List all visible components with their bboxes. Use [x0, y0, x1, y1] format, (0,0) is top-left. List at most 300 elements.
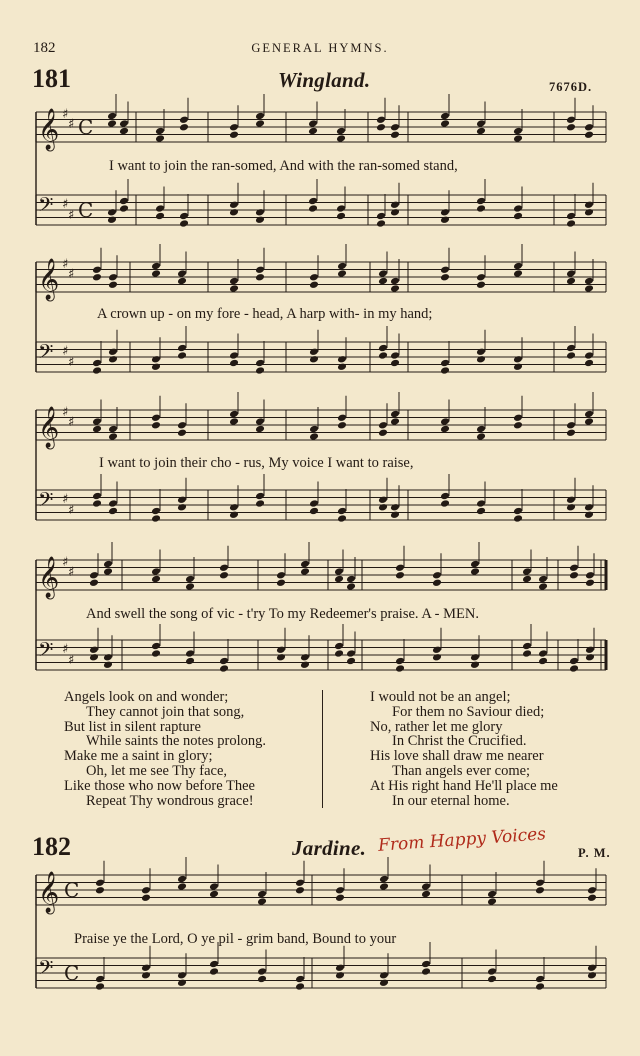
note-head: [107, 208, 117, 217]
handwritten-annotation: From Happy Voices: [377, 824, 547, 856]
note-head: [92, 417, 102, 426]
note-head: [346, 582, 356, 591]
note-head: [337, 269, 347, 278]
verse-right-line: For them no Saviour died;: [392, 703, 545, 720]
note-head: [376, 212, 386, 221]
note-head: [300, 560, 310, 569]
note-head: [229, 503, 239, 512]
note-head: [95, 878, 105, 887]
note-head: [229, 277, 239, 286]
note-head: [295, 886, 305, 895]
note-head: [440, 119, 450, 128]
note-head: [476, 499, 486, 508]
note-head: [584, 351, 594, 360]
note-head: [566, 351, 576, 360]
sharp-icon: ♯: [68, 503, 75, 518]
note-head: [584, 277, 594, 286]
note-head: [177, 344, 187, 353]
note-head: [390, 351, 400, 360]
note-head: [378, 344, 388, 353]
note-head: [151, 507, 161, 516]
note-head: [92, 273, 102, 282]
note-head: [309, 425, 319, 434]
note-head: [219, 664, 229, 673]
note-head: [513, 204, 523, 213]
note-head: [336, 212, 346, 221]
note-head: [179, 115, 189, 124]
note-head: [421, 882, 431, 891]
sharp-icon: ♯: [68, 415, 75, 430]
note-head: [584, 130, 594, 139]
note-head: [440, 359, 450, 368]
note-head: [119, 119, 129, 128]
note-head: [585, 571, 595, 580]
note-head: [89, 645, 99, 654]
note-head: [103, 660, 113, 669]
note-head: [255, 119, 265, 128]
note-head: [522, 575, 532, 584]
note-head: [379, 875, 389, 884]
note-head: [179, 123, 189, 132]
verse-left-line: Angels look on and wonder;: [64, 689, 229, 705]
note-head: [155, 127, 165, 136]
verse-right: [370, 690, 558, 808]
note-head: [587, 893, 597, 902]
note-head: [334, 649, 344, 658]
note-head: [440, 492, 450, 501]
verse-left-line: Make me a saint in glory;: [64, 748, 213, 765]
note-head: [379, 978, 389, 987]
note-head: [141, 893, 151, 902]
note-head: [141, 971, 151, 980]
note-head: [584, 417, 594, 426]
hymn-number-182: 182: [32, 832, 71, 861]
note-head: [103, 567, 113, 576]
note-head: [535, 878, 545, 887]
note-head: [155, 134, 165, 143]
note-head: [309, 347, 319, 356]
note-head: [92, 359, 102, 368]
note-head: [336, 204, 346, 213]
note-head: [584, 284, 594, 293]
note-head: [229, 208, 239, 217]
verse-left-line: While saints the notes prolong.: [86, 733, 267, 750]
note-head: [390, 359, 400, 368]
note-head: [346, 575, 356, 584]
note-head: [337, 362, 347, 371]
note-head: [487, 975, 497, 984]
verse-divider: [322, 690, 323, 808]
note-head: [378, 277, 388, 286]
note-head: [440, 366, 450, 375]
sharp-icon: ♯: [68, 355, 75, 370]
sharp-icon: ♯: [62, 197, 69, 212]
note-head: [108, 355, 118, 364]
note-head: [390, 284, 400, 293]
note-head: [151, 514, 161, 523]
meter-182: P. M.: [578, 846, 611, 860]
verse-right-line: At His right hand He'll place me: [370, 777, 558, 794]
note-head: [335, 963, 345, 972]
note-head: [337, 421, 347, 430]
sharp-icon: ♯: [68, 267, 75, 282]
note-head: [309, 499, 319, 508]
note-head: [584, 503, 594, 512]
note-head: [487, 890, 497, 899]
note-head: [390, 208, 400, 217]
note-head: [432, 571, 442, 580]
note-head: [378, 351, 388, 360]
verse-left-line: They cannot join that song,: [86, 703, 245, 720]
verse-right-line: In our eternal home.: [392, 792, 510, 809]
note-head: [378, 421, 388, 430]
verse-right-line: In Christ the Crucified.: [392, 733, 527, 750]
note-head: [92, 499, 102, 508]
note-head: [378, 269, 388, 278]
note-head: [151, 421, 161, 430]
clef-icon: 𝄞: [38, 872, 60, 913]
note-head: [566, 212, 576, 221]
note-head: [255, 273, 265, 282]
note-head: [566, 123, 576, 132]
note-head: [209, 882, 219, 891]
note-head: [92, 492, 102, 501]
note-head: [378, 495, 388, 504]
note-head: [395, 563, 405, 572]
note-head: [276, 571, 286, 580]
tune-name-jardine: Jardine.: [292, 836, 367, 860]
note-head: [390, 503, 400, 512]
note-head: [151, 567, 161, 576]
note-head: [177, 421, 187, 430]
note-head: [308, 197, 318, 206]
lyrics-line-182-1: Praise ye the Lord, O ye pil - grim band, Bound to your: [74, 931, 397, 947]
note-head: [585, 578, 595, 587]
note-head: [179, 212, 189, 221]
note-head: [103, 653, 113, 662]
lyrics-line-3: I want to join their cho - rus, My voice I want to raise,: [99, 455, 414, 471]
sharp-icon: ♯: [62, 344, 69, 359]
note-head: [95, 886, 105, 895]
note-head: [107, 215, 117, 224]
note-head: [440, 208, 450, 217]
note-head: [255, 359, 265, 368]
time-signature: C: [78, 115, 94, 139]
time-signature: C: [64, 878, 80, 902]
note-head: [177, 428, 187, 437]
note-head: [476, 197, 486, 206]
note-head: [255, 215, 265, 224]
note-head: [89, 571, 99, 580]
note-head: [513, 507, 523, 516]
note-head: [535, 982, 545, 991]
note-head: [395, 571, 405, 580]
note-head: [566, 115, 576, 124]
note-head: [300, 660, 310, 669]
note-head: [335, 971, 345, 980]
note-head: [335, 893, 345, 902]
note-head: [476, 347, 486, 356]
note-head: [151, 362, 161, 371]
note-head: [569, 563, 579, 572]
note-head: [346, 649, 356, 658]
meter-181: 7676D.: [549, 80, 593, 94]
note-head: [229, 417, 239, 426]
verse-left-line: Like those who now before Thee: [64, 777, 255, 794]
note-head: [108, 425, 118, 434]
note-head: [538, 649, 548, 658]
note-head: [229, 359, 239, 368]
note-head: [337, 355, 347, 364]
note-head: [566, 344, 576, 353]
note-head: [257, 890, 267, 899]
note-head: [255, 417, 265, 426]
note-head: [276, 653, 286, 662]
note-head: [95, 975, 105, 984]
verse-left-line: Repeat Thy wondrous grace!: [86, 792, 254, 809]
note-head: [308, 127, 318, 136]
note-head: [295, 878, 305, 887]
note-head: [432, 645, 442, 654]
clef-icon: 𝄞: [38, 259, 60, 300]
lyrics-line-4: And swell the song of vic - t'ry To my Redeemer's praise. A - MEN.: [86, 606, 479, 622]
note-head: [295, 982, 305, 991]
note-head: [376, 123, 386, 132]
note-head: [95, 982, 105, 991]
note-head: [151, 269, 161, 278]
note-head: [584, 208, 594, 217]
verse-right-line: His love shall draw me nearer: [370, 748, 544, 765]
lyrics-line-1: I want to join the ran-somed, And with the ran-somed stand,: [109, 158, 458, 174]
note-head: [229, 510, 239, 519]
note-head: [440, 273, 450, 282]
note-head: [107, 112, 117, 121]
note-head: [513, 262, 523, 271]
note-head: [390, 200, 400, 209]
sharp-icon: ♯: [68, 208, 75, 223]
note-head: [476, 127, 486, 136]
note-head: [569, 571, 579, 580]
note-head: [569, 657, 579, 666]
note-head: [440, 417, 450, 426]
note-head: [155, 204, 165, 213]
clef-icon: 𝄞: [38, 407, 60, 448]
time-signature: C: [78, 198, 94, 222]
clef-icon: 𝄢: [38, 488, 54, 516]
sharp-icon: ♯: [62, 405, 69, 420]
note-head: [535, 886, 545, 895]
note-head: [92, 366, 102, 375]
note-head: [421, 890, 431, 899]
note-head: [255, 112, 265, 121]
note-head: [440, 215, 450, 224]
note-head: [103, 560, 113, 569]
note-head: [108, 499, 118, 508]
note-head: [585, 653, 595, 662]
note-head: [513, 127, 523, 136]
note-head: [513, 421, 523, 430]
note-head: [390, 123, 400, 132]
note-head: [390, 277, 400, 286]
note-head: [587, 963, 597, 972]
note-head: [229, 123, 239, 132]
note-head: [177, 978, 187, 987]
clef-icon: 𝄢: [38, 956, 54, 984]
note-head: [336, 127, 346, 136]
note-head: [229, 351, 239, 360]
note-head: [566, 495, 576, 504]
note-head: [470, 653, 480, 662]
note-head: [569, 664, 579, 673]
note-head: [295, 975, 305, 984]
sharp-icon: ♯: [62, 107, 69, 122]
note-head: [587, 971, 597, 980]
time-signature: C: [64, 961, 80, 985]
note-head: [309, 273, 319, 282]
verse-right-line: No, rather let me glory: [370, 718, 503, 735]
note-head: [566, 219, 576, 228]
note-head: [255, 492, 265, 501]
note-head: [440, 499, 450, 508]
note-head: [566, 503, 576, 512]
note-head: [255, 208, 265, 217]
page-number: 182: [33, 40, 56, 56]
note-head: [421, 960, 431, 969]
note-head: [177, 269, 187, 278]
note-head: [390, 417, 400, 426]
note-head: [89, 653, 99, 662]
clef-icon: 𝄞: [38, 557, 60, 598]
note-head: [476, 425, 486, 434]
note-head: [255, 499, 265, 508]
note-head: [587, 886, 597, 895]
note-head: [300, 567, 310, 576]
note-head: [487, 897, 497, 906]
note-head: [177, 495, 187, 504]
note-head: [337, 262, 347, 271]
note-head: [119, 204, 129, 213]
sharp-icon: ♯: [62, 257, 69, 272]
note-head: [308, 119, 318, 128]
note-head: [257, 967, 267, 976]
sharp-icon: ♯: [68, 565, 75, 580]
note-head: [185, 649, 195, 658]
note-head: [513, 413, 523, 422]
sharp-icon: ♯: [62, 492, 69, 507]
note-head: [151, 413, 161, 422]
note-head: [334, 575, 344, 584]
note-head: [119, 197, 129, 206]
note-head: [119, 127, 129, 136]
note-head: [334, 642, 344, 651]
note-head: [151, 649, 161, 658]
note-head: [92, 265, 102, 274]
note-head: [476, 119, 486, 128]
verse-right-line: Than angels ever come;: [392, 762, 531, 779]
note-head: [535, 975, 545, 984]
note-head: [89, 578, 99, 587]
note-head: [209, 890, 219, 899]
note-head: [229, 410, 239, 419]
clef-icon: 𝄞: [38, 109, 60, 150]
note-head: [177, 971, 187, 980]
note-head: [257, 897, 267, 906]
hymn-number-181: 181: [32, 64, 71, 93]
note-head: [334, 567, 344, 576]
note-head: [337, 507, 347, 516]
tune-name-wingland: Wingland.: [278, 68, 371, 92]
verse-left-line: But list in silent rapture: [64, 718, 201, 735]
note-head: [538, 582, 548, 591]
note-head: [108, 432, 118, 441]
note-head: [185, 657, 195, 666]
note-head: [476, 204, 486, 213]
note-head: [513, 212, 523, 221]
note-head: [432, 578, 442, 587]
note-head: [476, 280, 486, 289]
note-head: [376, 219, 386, 228]
note-head: [309, 507, 319, 516]
note-head: [566, 428, 576, 437]
note-head: [584, 359, 594, 368]
running-title: GENERAL HYMNS.: [251, 41, 389, 55]
note-head: [566, 277, 576, 286]
sharp-icon: ♯: [68, 117, 75, 132]
note-head: [308, 204, 318, 213]
note-head: [538, 657, 548, 666]
note-head: [487, 967, 497, 976]
note-head: [209, 960, 219, 969]
note-head: [229, 130, 239, 139]
note-head: [470, 560, 480, 569]
note-head: [379, 882, 389, 891]
note-head: [151, 262, 161, 271]
note-head: [309, 280, 319, 289]
note-head: [92, 425, 102, 434]
note-head: [219, 571, 229, 580]
note-head: [390, 130, 400, 139]
note-head: [440, 265, 450, 274]
note-head: [177, 277, 187, 286]
note-head: [513, 362, 523, 371]
note-head: [185, 575, 195, 584]
note-head: [108, 280, 118, 289]
note-head: [584, 123, 594, 132]
note-head: [538, 575, 548, 584]
lyrics-line-2: A crown up - on my fore - head, A harp with- in my hand;: [97, 306, 433, 322]
note-head: [470, 660, 480, 669]
note-head: [584, 510, 594, 519]
note-head: [255, 366, 265, 375]
note-head: [440, 425, 450, 434]
note-head: [378, 428, 388, 437]
note-head: [255, 425, 265, 434]
clef-icon: 𝄢: [38, 193, 54, 221]
note-head: [108, 347, 118, 356]
note-head: [513, 134, 523, 143]
note-head: [219, 657, 229, 666]
verse-right-line: I would not be an angel;: [370, 689, 511, 705]
note-head: [276, 645, 286, 654]
sharp-icon: ♯: [62, 642, 69, 657]
note-head: [476, 355, 486, 364]
note-head: [177, 882, 187, 891]
note-head: [151, 642, 161, 651]
note-head: [566, 269, 576, 278]
sharp-icon: ♯: [68, 653, 75, 668]
clef-icon: 𝄢: [38, 340, 54, 368]
note-head: [390, 510, 400, 519]
